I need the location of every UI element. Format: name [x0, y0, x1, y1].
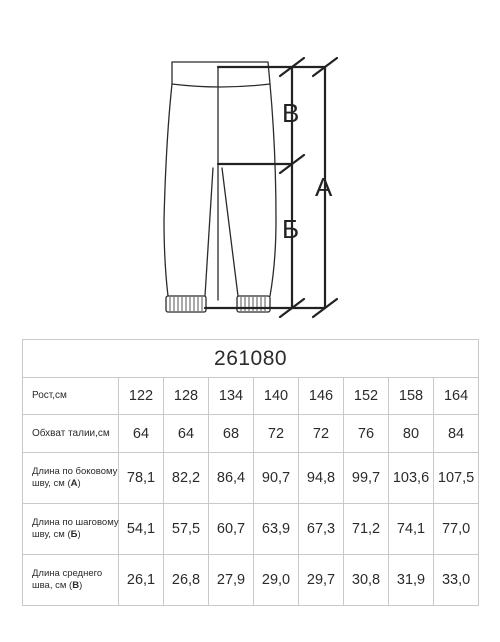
cell: 67,3 — [299, 504, 344, 555]
cell: 94,8 — [299, 453, 344, 504]
table-row — [23, 453, 479, 504]
cell: 29,0 — [254, 555, 299, 606]
cell: 74,1 — [389, 504, 434, 555]
cell: 80 — [389, 415, 434, 453]
cell: 57,5 — [164, 504, 209, 555]
cell: 64 — [119, 415, 164, 453]
cell: 78,1 — [119, 453, 164, 504]
label-a: А — [315, 172, 333, 202]
size-chart-table — [22, 339, 479, 606]
label-v: В — [282, 98, 300, 128]
cell: 128 — [164, 378, 209, 415]
row-header-rise — [23, 555, 119, 606]
cell: 31,9 — [389, 555, 434, 606]
pants-outline — [164, 62, 276, 312]
label-text: ) — [77, 478, 81, 489]
cell: 82,2 — [164, 453, 209, 504]
label-text: ) — [79, 580, 83, 591]
table-title: 261080 — [23, 340, 479, 378]
cell: 71,2 — [344, 504, 389, 555]
label-text: ) — [77, 529, 81, 540]
table-row — [23, 378, 479, 415]
label-text: Длина среднего шва, см ( — [32, 568, 103, 591]
cell: 64 — [164, 415, 209, 453]
table-row — [23, 555, 479, 606]
cell: 60,7 — [209, 504, 254, 555]
cell: 54,1 — [119, 504, 164, 555]
label-text: Длина по шаговому шву, см ( — [32, 517, 119, 540]
cell: 72 — [254, 415, 299, 453]
table-row — [23, 504, 479, 555]
cell: 107,5 — [434, 453, 479, 504]
cell: 164 — [434, 378, 479, 415]
cell: 90,7 — [254, 453, 299, 504]
cell: 146 — [299, 378, 344, 415]
cell: 26,1 — [119, 555, 164, 606]
row-header-waist: Обхват талии,см — [23, 415, 119, 453]
label-key: Б — [70, 529, 78, 540]
label-b: Б — [282, 214, 300, 244]
cell: 77,0 — [434, 504, 479, 555]
cell: 76 — [344, 415, 389, 453]
cell: 122 — [119, 378, 164, 415]
cell: 99,7 — [344, 453, 389, 504]
cell: 33,0 — [434, 555, 479, 606]
cell: 134 — [209, 378, 254, 415]
cell: 63,9 — [254, 504, 299, 555]
row-header-height: Рост,см — [23, 378, 119, 415]
cell: 27,9 — [209, 555, 254, 606]
cell: 72 — [299, 415, 344, 453]
label-key: А — [70, 478, 78, 489]
row-header-inseam — [23, 504, 119, 555]
cell: 68 — [209, 415, 254, 453]
cell: 152 — [344, 378, 389, 415]
cell: 29,7 — [299, 555, 344, 606]
cell: 26,8 — [164, 555, 209, 606]
row-header-outseam — [23, 453, 119, 504]
cell: 30,8 — [344, 555, 389, 606]
cell: 86,4 — [209, 453, 254, 504]
label-key: В — [72, 580, 80, 591]
cell: 84 — [434, 415, 479, 453]
label-text: Длина по боковому шву, см ( — [32, 466, 118, 489]
cell: 140 — [254, 378, 299, 415]
cell: 158 — [389, 378, 434, 415]
table-row — [23, 415, 479, 453]
cell: 103,6 — [389, 453, 434, 504]
